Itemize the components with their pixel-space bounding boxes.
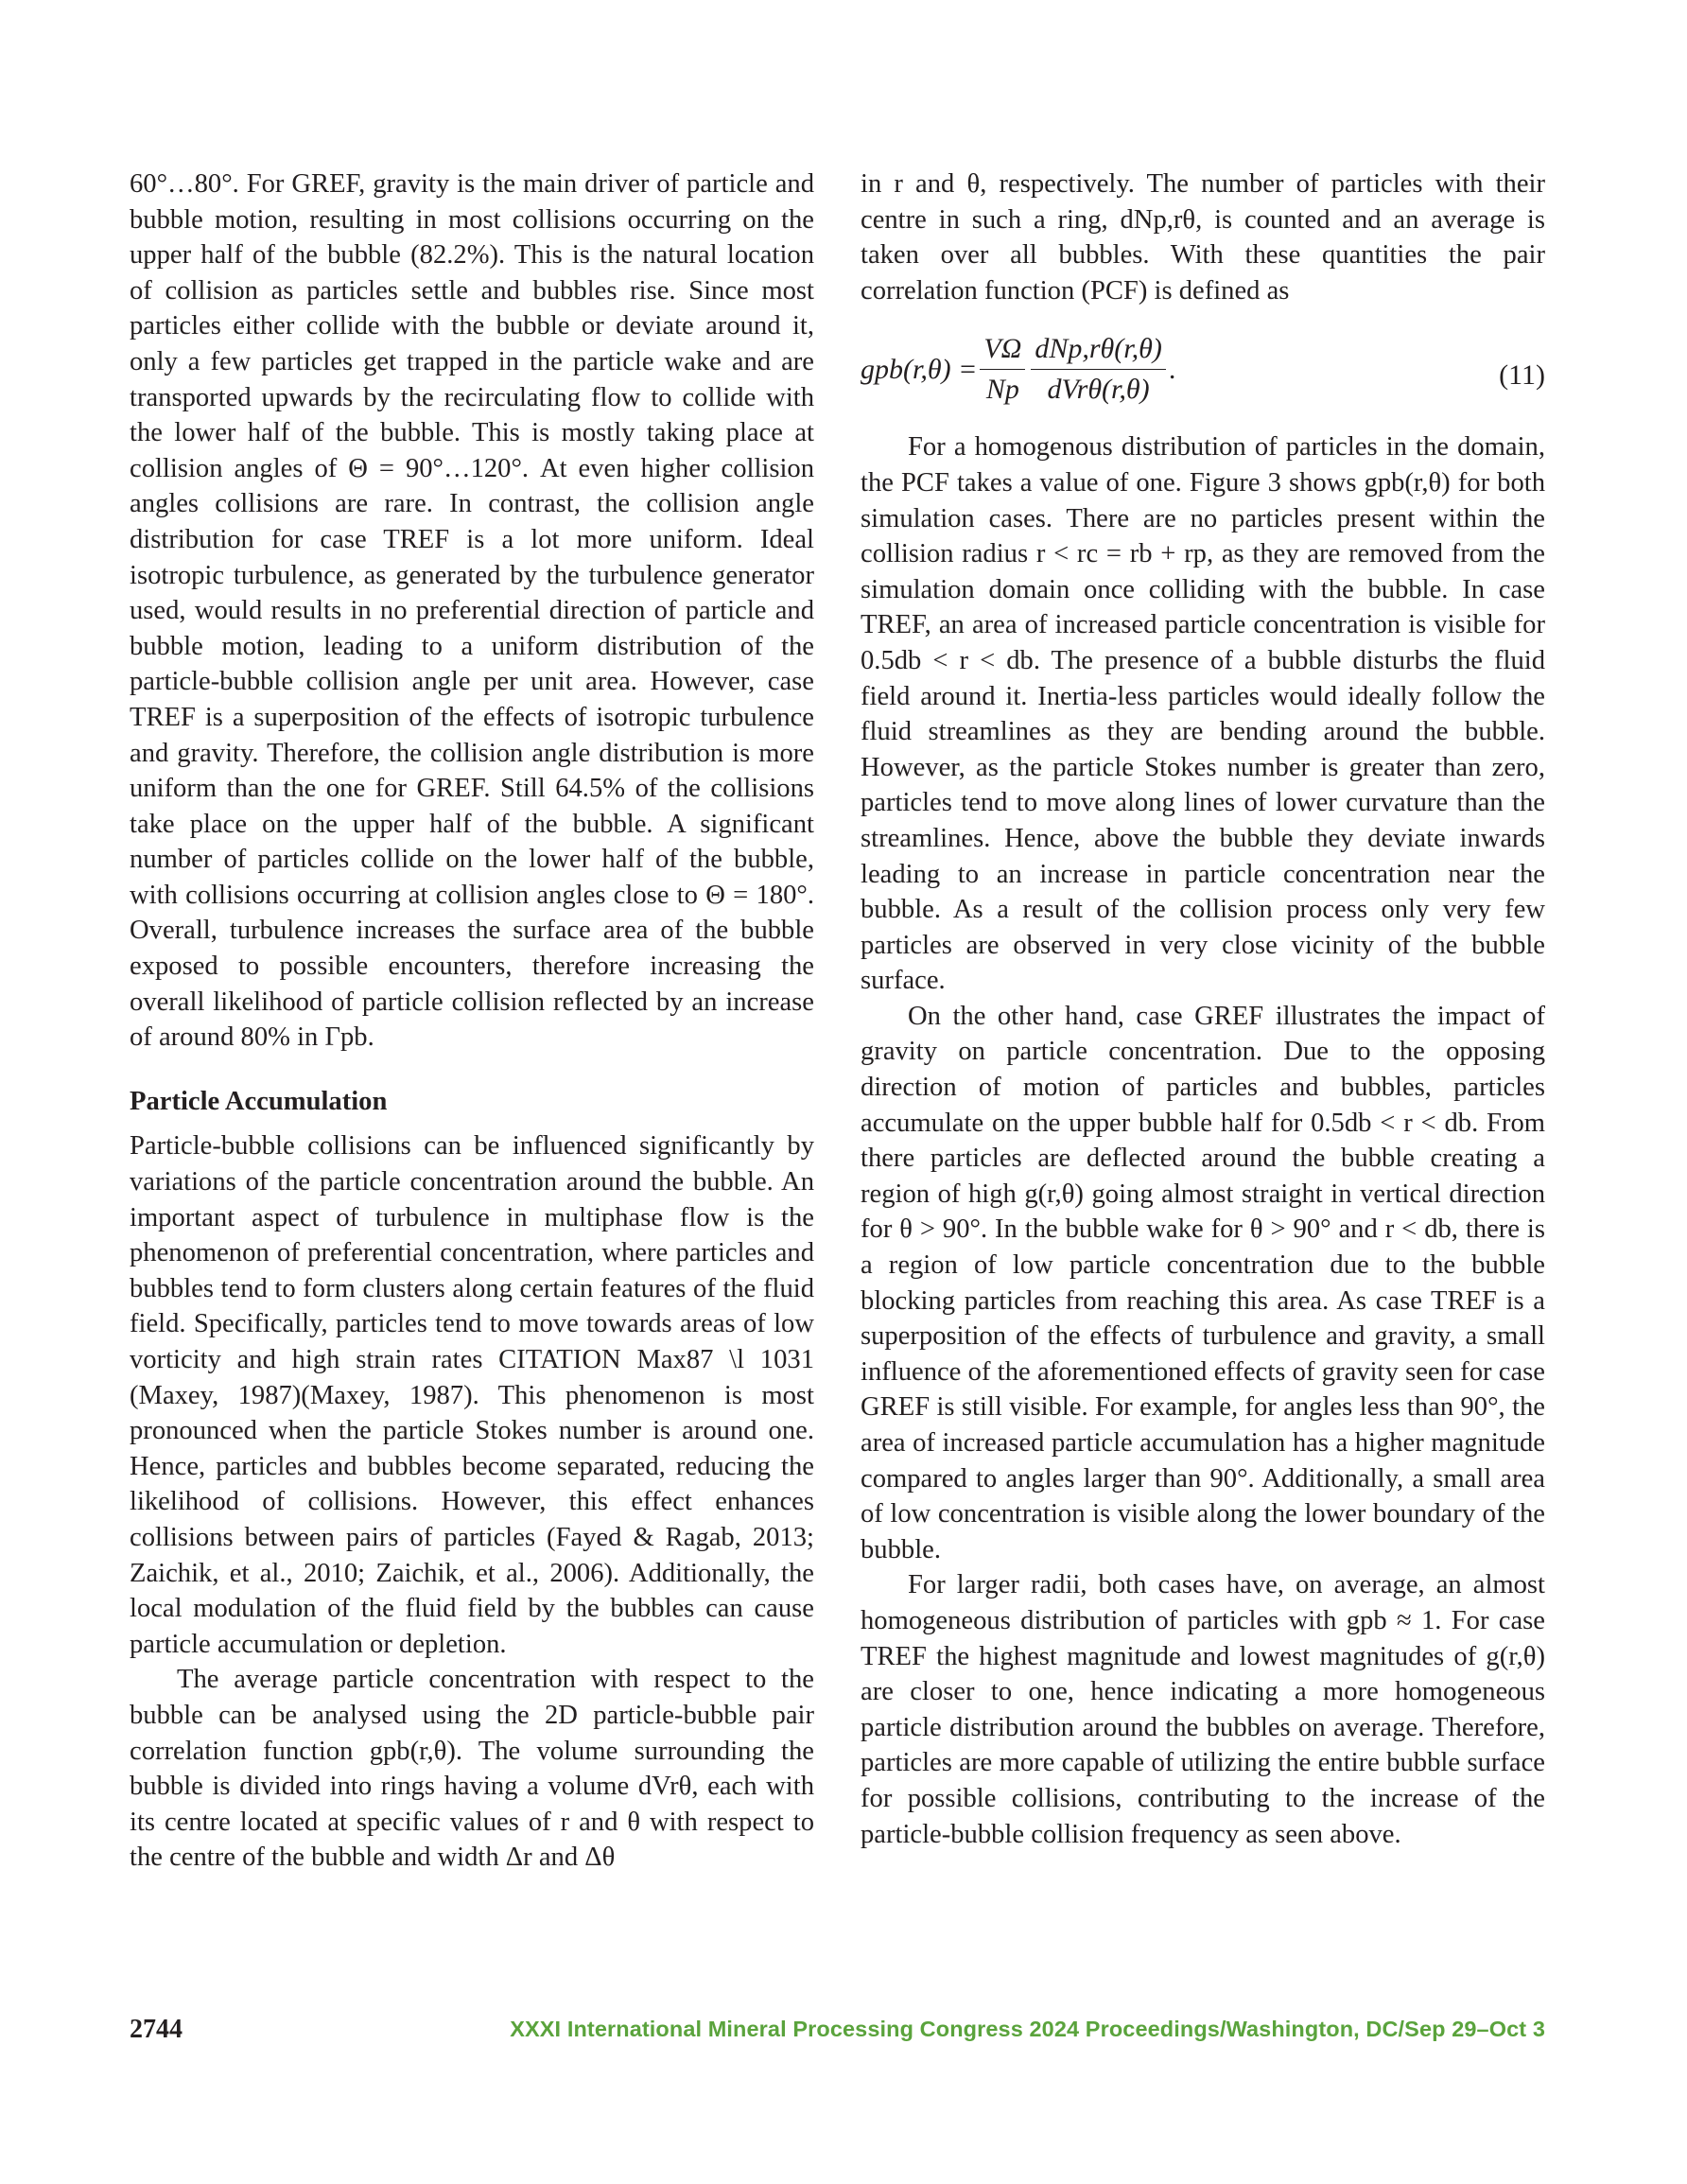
body-paragraph-ring-count: in r and θ, respectively. The number of particles with their centre in such a ring, dNp,rθ, is counted and an average is taken over all bubbles. With these quantities the pair correlation function (PCF) is defined as — [861, 169, 1545, 306]
body-paragraph-pair-correlation: The average particle concentration with respect to the bubble can be analysed using the 2D particle-bubble pair correlation function gpb(r,θ). The volume surrounding the bubble is divided into rings having a volume dVrθ, each with its centre located at specific values of r and θ with respect to the centre of the bubble and width Δr and Δθ — [130, 1665, 814, 1873]
fraction-denominator: dVrθ(r,θ) — [1047, 373, 1150, 405]
body-paragraph-collision-angles: 60°…80°. For GREF, gravity is the main driver of particle and bubble motion, resulting in most collisions occurring on the upper half of the bubble (82.2%). This is the natural location of collision as particles settle and bubbles rise. Since most particles either collide with the bubble or deviate around it, only a few particles get trapped in the particle wake and are transported upwards by the recirculating flow to collide with the lower half of the bubble. This is mostly taking place at collision angles of Θ = 90°…120°. At even higher collision angles collisions are rare. In contrast, the collision angle distribution for case TREF is a lot more uniform. Ideal isotropic turbulence, as generated by the turbulence generator used, would results in no preferential direction of particle and bubble motion, leading to a uniform distribution of the particle-bubble collision angle per unit area. However, case TREF is a superposition of the effects of isotropic turbulence and gravity. Therefore, the collision angle distribution is more uniform than the one for GREF. Still 64.5% of the collisions take place on the upper half of the bubble. A significant number of particles collide on the lower half of the bubble, with collisions occurring at collision angles close to Θ = 180°. Overall, turbulence increases the surface area of the bubble exposed to possible encounters, therefore increasing the overall likelihood of particle collision reflected by an increase of around 80% in Γpb. — [130, 169, 814, 1053]
equation-11: gpb(r,θ) = $\frac{V\Omega}{Np}$ $\frac{\text{dNp,rθ(r,θ)}}{\text{dVrθ(r,θ)}}$ . (11) — [861, 318, 1545, 424]
equation-fraction-ring — [1031, 331, 1166, 407]
conference-footer-text: XXXI International Mineral Processing Congress 2024 Proceedings/Washington, DC/Sep 29–Oct 3 — [510, 2017, 1545, 2041]
left-column — [130, 166, 814, 1876]
section-heading-particle-accumulation: Particle Accumulation — [130, 1086, 388, 1116]
fraction-numerator: VΩ — [980, 331, 1025, 370]
equation-fraction-volume — [980, 331, 1025, 407]
body-paragraph-gravity-impact: On the other hand, case GREF illustrates the impact of gravity on particle concentration. Due to the opposing direction of motion of particles and bubbles, particles accumulate on the upper bubble half for 0.5db < r < db. From there particles are deflected around the bubble creating a region of high g(r,θ) going almost straight in vertical direction for θ > 90°. In the bubble wake for θ > 90° and r < db, there is a region of low particle concentration due to the bubble blocking particles from reaching this area. As case TREF is a superposition of the effects of turbulence and gravity, a small influence of the aforementioned effects of gravity seen for case GREF is still visible. For example, for angles less than 90°, the area of increased particle accumulation has a higher magnitude compared to angles larger than 90°. Additionally, a small area of low concentration is visible along the lower boundary of the bubble. — [861, 1001, 1545, 1564]
page-number: 2744 — [130, 2015, 183, 2044]
equation-lhs: gpb(r,θ) = — [861, 353, 978, 385]
body-paragraph-homogenous-distribution: For a homogenous distribution of particles in the domain, the PCF takes a value of one. Figure 3 shows gpb(r,θ) for both simulation cases. There are no particles present within the collision radius r < rc = rb + rp, as they are removed from the simulation domain once colliding with the bubble. In case TREF, an area of increased particle concentration is visible for 0.5db < r < db. The presence of a bubble disturbs the fluid field around it. Inertia-less particles would ideally follow the fluid streamlines as they are bending around the bubble. However, as the particle Stokes number is greater than zero, particles tend to move along lines of lower curvature than the streamlines. Hence, above the bubble they deviate inwards leading to an increase in particle concentration near the bubble. As a result of the collision process only very few particles are observed in very close vicinity of the bubble surface. — [861, 432, 1545, 996]
body-paragraph-preferential-concentration: Particle-bubble collisions can be influenced significantly by variations of the particle concentration around the bubble. An important aspect of turbulence in multiphase flow is the phenomenon of preferential concentration, where particles and bubbles tend to form clusters along certain features of the fluid field. Specifically, particles tend to move towards areas of low vorticity and high strain rates CITATION Max87 \l 1031 (Maxey, 1987)(Maxey, 1987). This phenomenon is most pronounced when the particle Stokes number is around one. Hence, particles and bubbles become separated, reducing the likelihood of collisions. However, this effect enhances collisions between pairs of particles (Fayed & Ragab, 2013; Zaichik, et al., 2010; Zaichik, et al., 2006). Additionally, the local modulation of the fluid field by the bubbles can cause particle accumulation or depletion. — [130, 1131, 814, 1659]
fraction-numerator: dNp,rθ(r,θ) — [1031, 331, 1166, 370]
fraction-denominator: Np — [985, 373, 1019, 405]
body-paragraph-larger-radii: For larger radii, both cases have, on average, an almost homogeneous distribution of particles with gpb ≈ 1. For case TREF the highest magnitude and lowest magnitudes of g(r,θ) are closer to one, hence indicating a more homogeneous particle distribution around the bubbles on average. Therefore, particles are more capable of utilizing the entire bubble surface for possible collisions, contributing to the increase of the particle-bubble collision frequency as seen above. — [861, 1570, 1545, 1849]
equation-number: (11) — [1499, 359, 1545, 392]
right-column — [861, 166, 1545, 1852]
page-footer — [130, 2015, 1545, 2053]
